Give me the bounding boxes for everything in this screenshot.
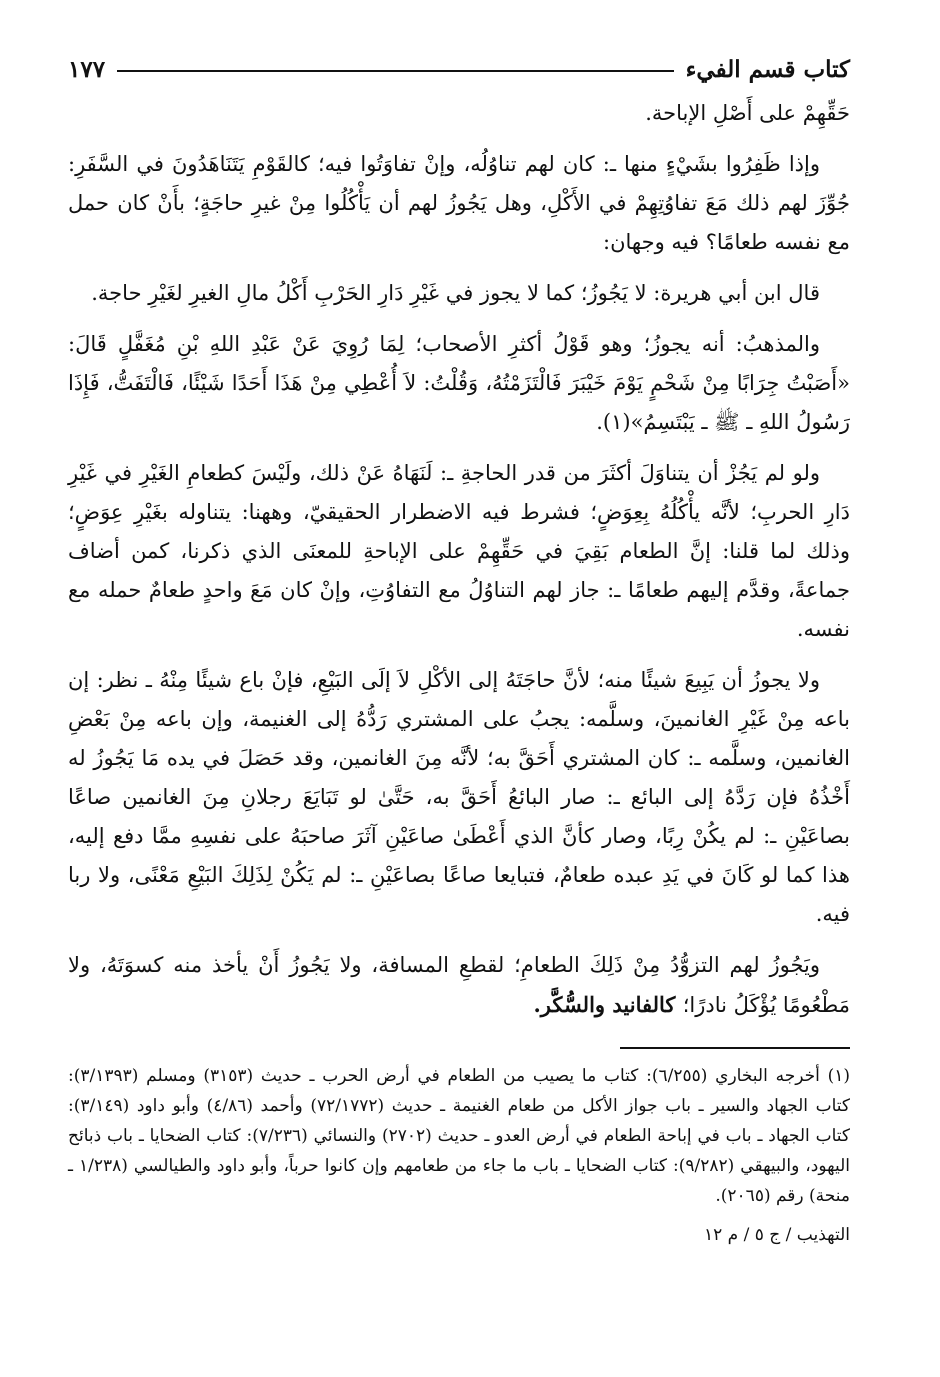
- paragraph: حَقِّهِمْ على أَصْلِ الإباحة.: [645, 101, 850, 125]
- paragraph-text: ويَجُوزُ لهم التزوُّدُ مِنْ ذَلِكَ الطعامِ؛ لقطعِ المسافة، ولا يَجُوزُ أَنْ يأخذ منه كسوَتَهُ، ولا مَطْعُومًا يُؤْكَلُ نادرًا؛: [68, 953, 850, 1017]
- main-text: [68, 94, 850, 1025]
- paragraph: وإذا ظَفِرُوا بشَيْءٍ منها ـ: كان لهم تناوُلُه، وإنْ تفاوَتُوا فيه؛ كالقَوْمِ يَتَنَاهَدُونَ في السَّفَرِ: جُوِّزَ لهم ذلك مَعَ تفاوُتِهِمْ في الأَكْلِ، وهل يَجُوزُ لهم أن يَأْكُلُوا مِنْ غيرِ حاجَةٍ؛ بأَنْ كان حمل مع نفسه طعامًا؟ فيه وجهان:: [68, 152, 850, 254]
- running-header: [68, 52, 850, 86]
- paragraph: والمذهبُ: أنه يجوزُ؛ وهو قَوْلُ أكثرِ الأصحاب؛ لِمَا رُوِيَ عَنْ عَبْدِ اللهِ بْنِ مُغَفَّلٍ قَالَ: «أَصَبْتُ جِرَابًا مِنْ شَحْمٍ يَوْمَ خَيْبَرَ فَالْتَزَمْتُهُ، وَقُلْتُ: لاَ أُعْطِي مِنْ هَذَا أَحَدًا شَيْئًا، فَالْتَفَتُّ، فَإِذَا رَسُولُ اللهِ ـ ﷺ ـ يَبْتَسِمُ»(١).: [68, 332, 850, 434]
- bold-term: كالفانيد والسُّكَّر.: [533, 992, 683, 1017]
- footnote: (١) أخرجه البخاري (٦/٢٥٥): كتاب ما يصيب من الطعام في أرض الحرب ـ حديث (٣١٥٣) ومسلم (٣/١٣٩٣): كتاب الجهاد والسير ـ باب جواز الأكل من طعام الغنيمة ـ حديث (٧٢/١٧٧٢) وأحمد (٤/٨٦) وأبو داود (٣/١٤٩): كتاب الجهاد ـ باب في إباحة الطعام في أرض العدو ـ حديث (٢٧٠٢) والنسائي (٧/٢٣٦): كتاب الضحايا ـ باب ذبائح اليهود، والبيهقي (٩/٢٨٢): كتاب الضحايا ـ باب ما جاء من طعامهم وإن كانوا حرباً، وأبو داود والطيالسي (١/٢٣٨ ـ منحة) رقم (٢٠٦٥).: [68, 1066, 851, 1206]
- paragraph: ولو لم يَجُزْ أن يتناوَلَ أكثَرَ من قدر الحاجةِ ـ: لَنَهَاهُ عَنْ ذلك، ولَيْسَ كطعامِ الغَيْرِ في غَيْرِ دَارِ الحربِ؛ لأنَّه يأْكُلُهُ بِعِوَضٍ؛ فشرط فيه الاضطرار الحقيقيّ، وههنا: يتناوله بغَيْرِ عِوَضٍ؛ وذلك لما قلنا: إنَّ الطعام بَقِيَ في حَقِّهِمْ على الإباحةِ للمعنَى الذي ذكرنا، كمن أضاف جماعةً، وقدَّم إليهم طعامًا ـ: جاز لهم التناوُلُ مع التفاوُتِ، وإنْ كان مَعَ واحدٍ طعامٌ حمله مع نفسه.: [68, 461, 850, 641]
- footnote-rule: [620, 1047, 850, 1049]
- paragraph: قال ابن أبي هريرة: لا يَجُوزُ؛ كما لا يجوز في غَيْرِ دَارِ الحَرْبِ أَكْلُ مالِ الغيرِ لغَيْرِ حاجة.: [91, 281, 820, 305]
- page-number: ١٧٧: [68, 55, 106, 83]
- paragraph: ولا يجوزُ أن يَبِيعَ شيئًا منه؛ لأنَّ حاجَتَهُ إلى الأكْلِ لاَ إلَى البَيْعِ، فإنْ باع شيئًا مِنْهُ ـ نظر: إن باعه مِنْ غَيْرِ الغانمينَ، وسلَّمه: يجبُ على المشتري رَدُّهُ إلى الغنيمة، وإن باعه مِنْ بَعْضِ الغانمين، وسلَّمه ـ: كان المشتري أَحَقَّ به؛ لأنَّه مِنَ الغانمين، وقد حَصَلَ في يده مَا يَجُوزُ له أَخْذُهُ فإن رَدَّهُ إلى البائع ـ: صار البائعُ أَحَقَّ به، حَتَّىٰ لو تَبَايَعَ رجلانِ مِنَ الغانمين صاعًا بصاعَيْنِ ـ: لم يكُنْ رِبًا، وصار كأنَّ الذي أَعْطَىٰ صاعَيْنِ آثَرَ صاحبَهُ على نفسِهِ ممَّا دفع إليه، هذا كما لو كَانَ في يَدِ عبده طعامٌ، فتبايعا صاعًا بصاعَيْنِ ـ: لم يَكُنْ لِذَلِكَ البَيْعِ مَعْنًى، ولا ربا فيه.: [68, 668, 850, 926]
- printer-signature: التهذيب / ج ٥ / م ١٢: [703, 1225, 850, 1245]
- header-rule: [117, 70, 674, 72]
- paragraph: [68, 946, 850, 1025]
- chapter-title: كتاب قسم الفيء: [685, 55, 850, 83]
